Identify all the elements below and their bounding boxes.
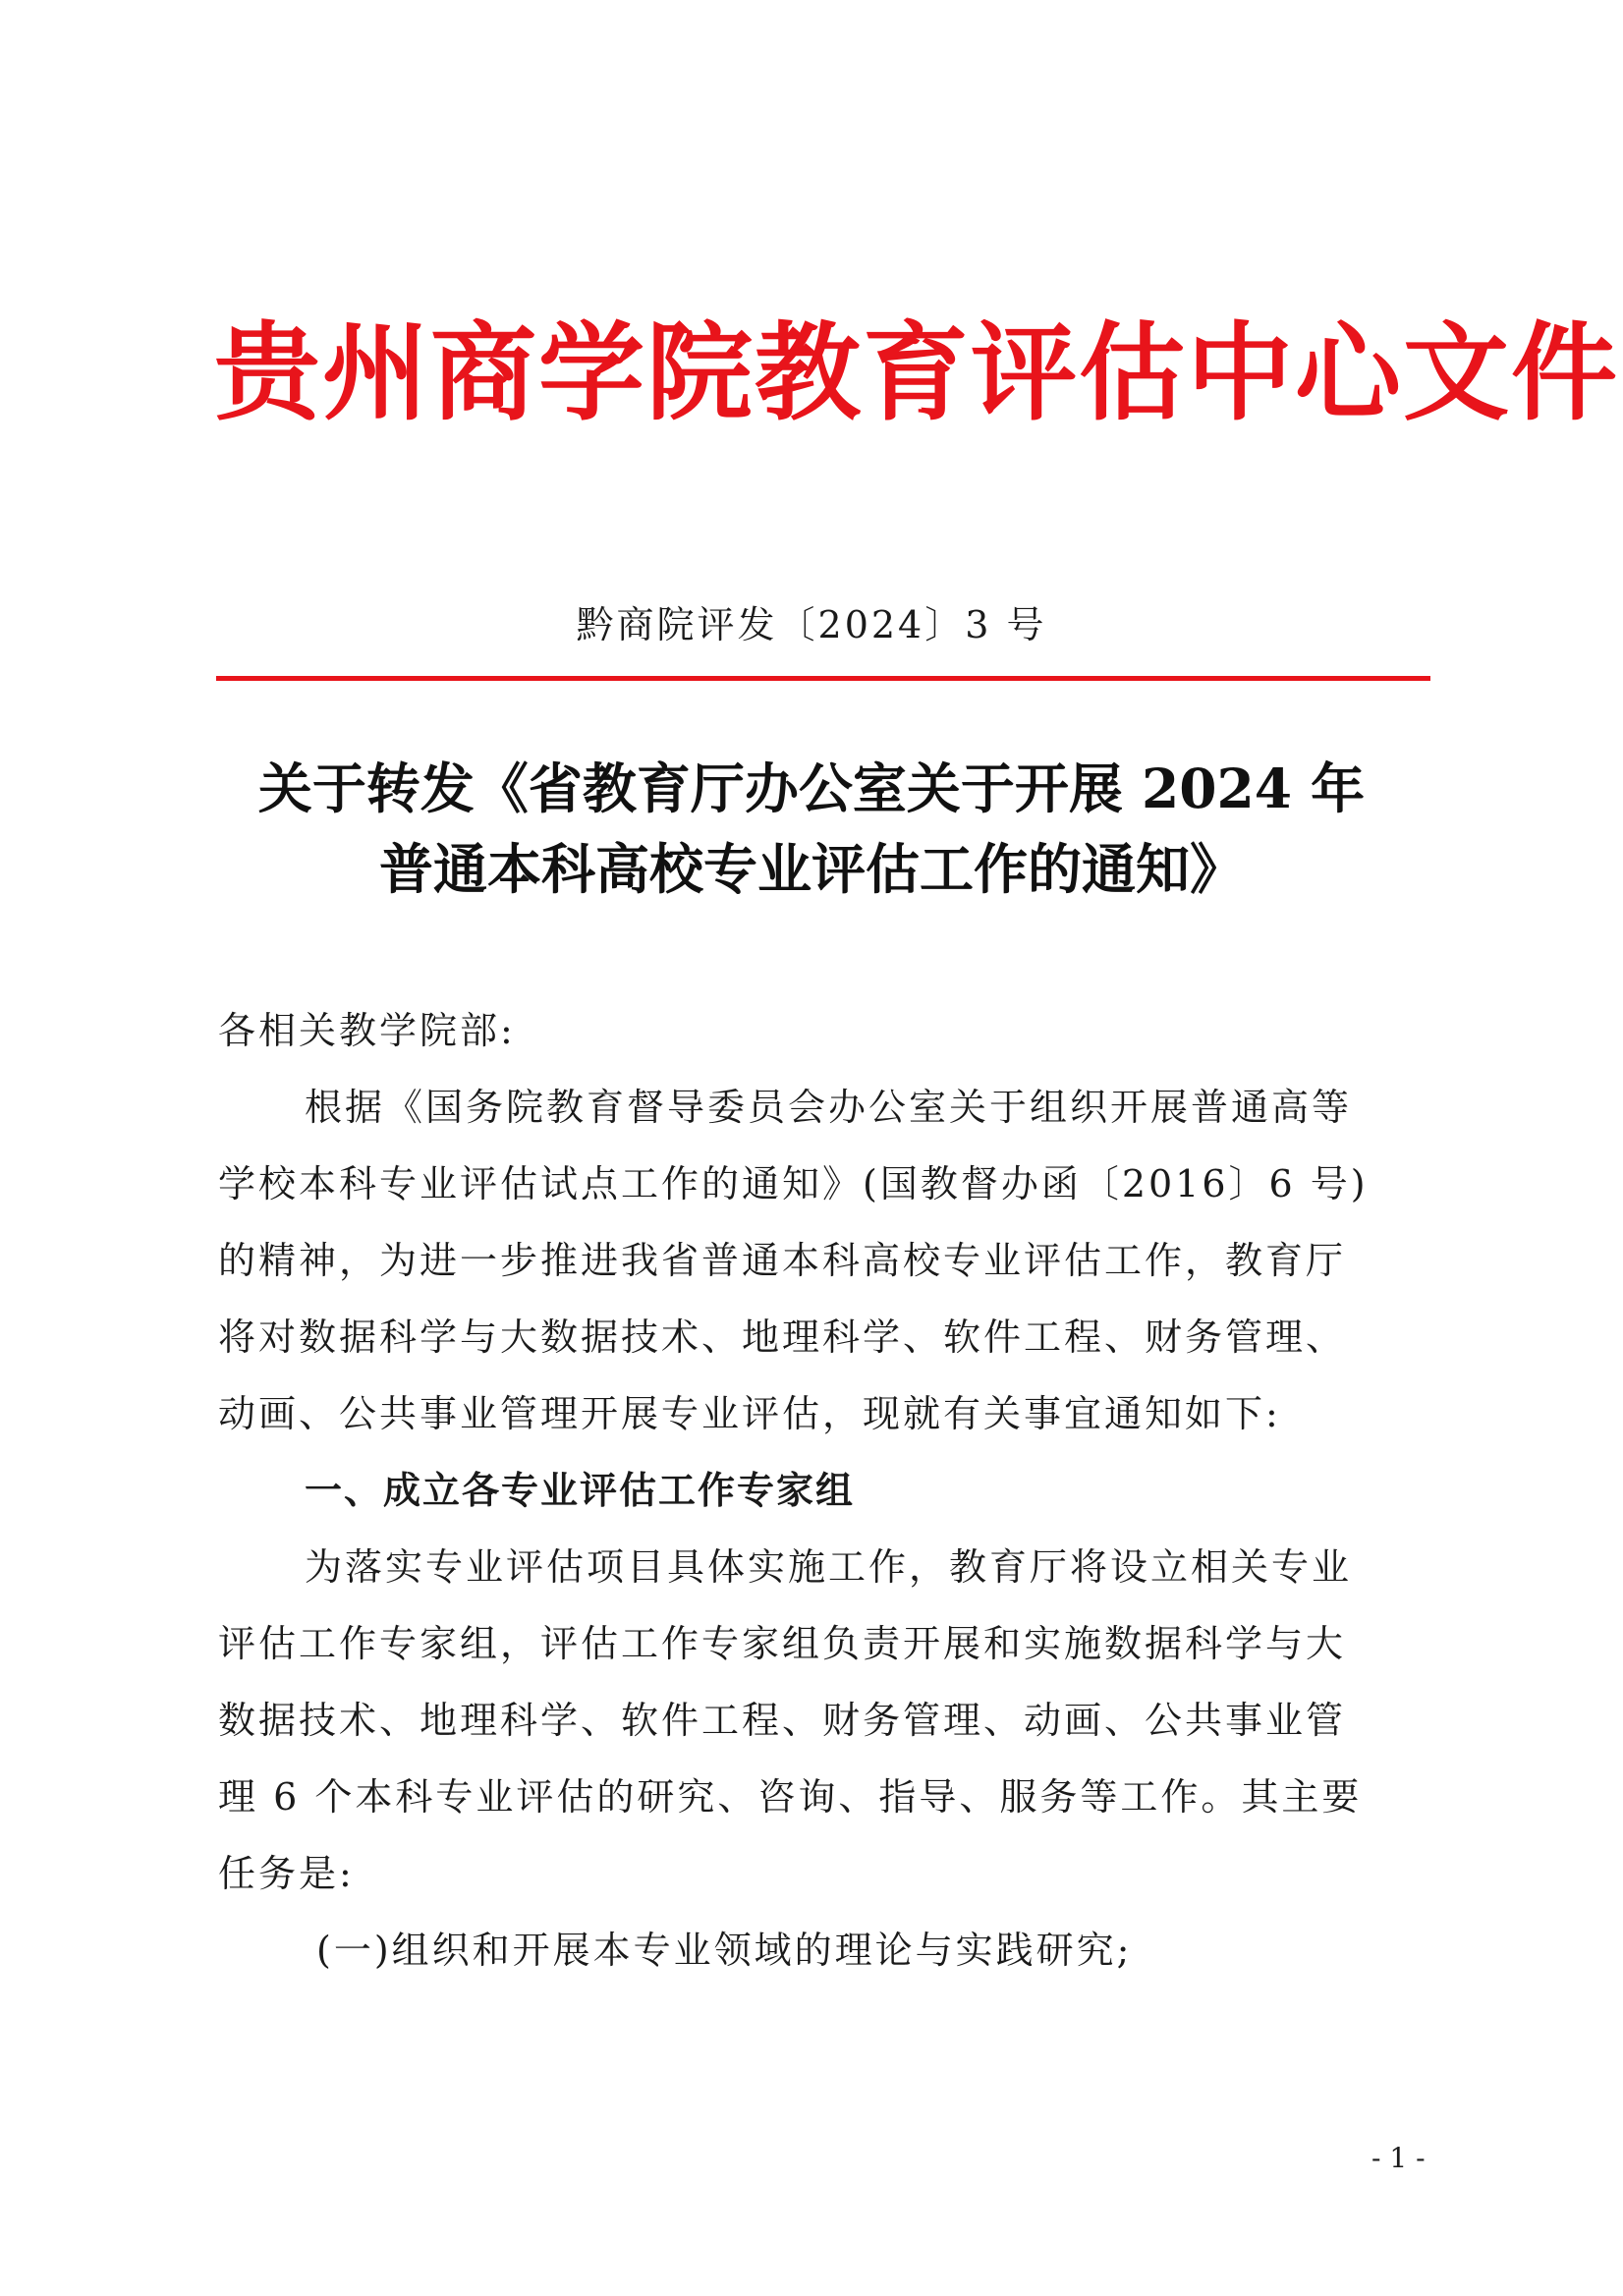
paragraph-line: 理 6 个本科专业评估的研究、咨询、指导、服务等工作。其主要: [218, 1775, 1363, 1819]
page-number: - 1 -: [1371, 2142, 1426, 2174]
document-number: 黔商院评发〔2024〕3 号: [576, 603, 1047, 646]
paragraph-line: 任务是:: [218, 1852, 355, 1895]
document-title: [196, 749, 1427, 910]
paragraph-1: [218, 1069, 1428, 1452]
paragraph-line: 学校本科专业评估试点工作的通知》(国教督办函〔2016〕6 号): [218, 1162, 1369, 1205]
document-body: [218, 992, 1428, 1988]
issuer-red-header: 贵州商学院教育评估中心文件: [214, 311, 1620, 435]
paragraph-line: 数据技术、地理科学、软件工程、财务管理、动画、公共事业管: [218, 1699, 1347, 1742]
title-line-1: 关于转发《省教育厅办公室关于开展 2024 年: [257, 756, 1366, 820]
red-divider-line: [216, 676, 1430, 681]
paragraph-line: 将对数据科学与大数据技术、地理科学、软件工程、财务管理、: [218, 1316, 1347, 1359]
paragraph-line: 评估工作专家组，评估工作专家组负责开展和实施数据科学与大: [218, 1622, 1347, 1665]
paragraph-2: [218, 1529, 1428, 1912]
paragraph-line: 为落实专业评估项目具体实施工作，教育厅将设立相关专业: [305, 1545, 1353, 1589]
paragraph-line: 动画、公共事业管理开展专业评估，现就有关事宜通知如下:: [218, 1392, 1281, 1435]
salutation: 各相关教学院部:: [218, 1009, 516, 1052]
title-line-2: 普通本科高校专业评估工作的通知》: [378, 837, 1244, 901]
paragraph-line: 根据《国务院教育督导委员会办公室关于组织开展普通高等: [305, 1086, 1353, 1129]
list-item-1: (一)组织和开展本专业领域的理论与实践研究;: [316, 1929, 1133, 1972]
paragraph-line: 的精神，为进一步推进我省普通本科高校专业评估工作，教育厅: [218, 1239, 1347, 1282]
section-heading-1: 一、成立各专业评估工作专家组: [305, 1469, 856, 1512]
